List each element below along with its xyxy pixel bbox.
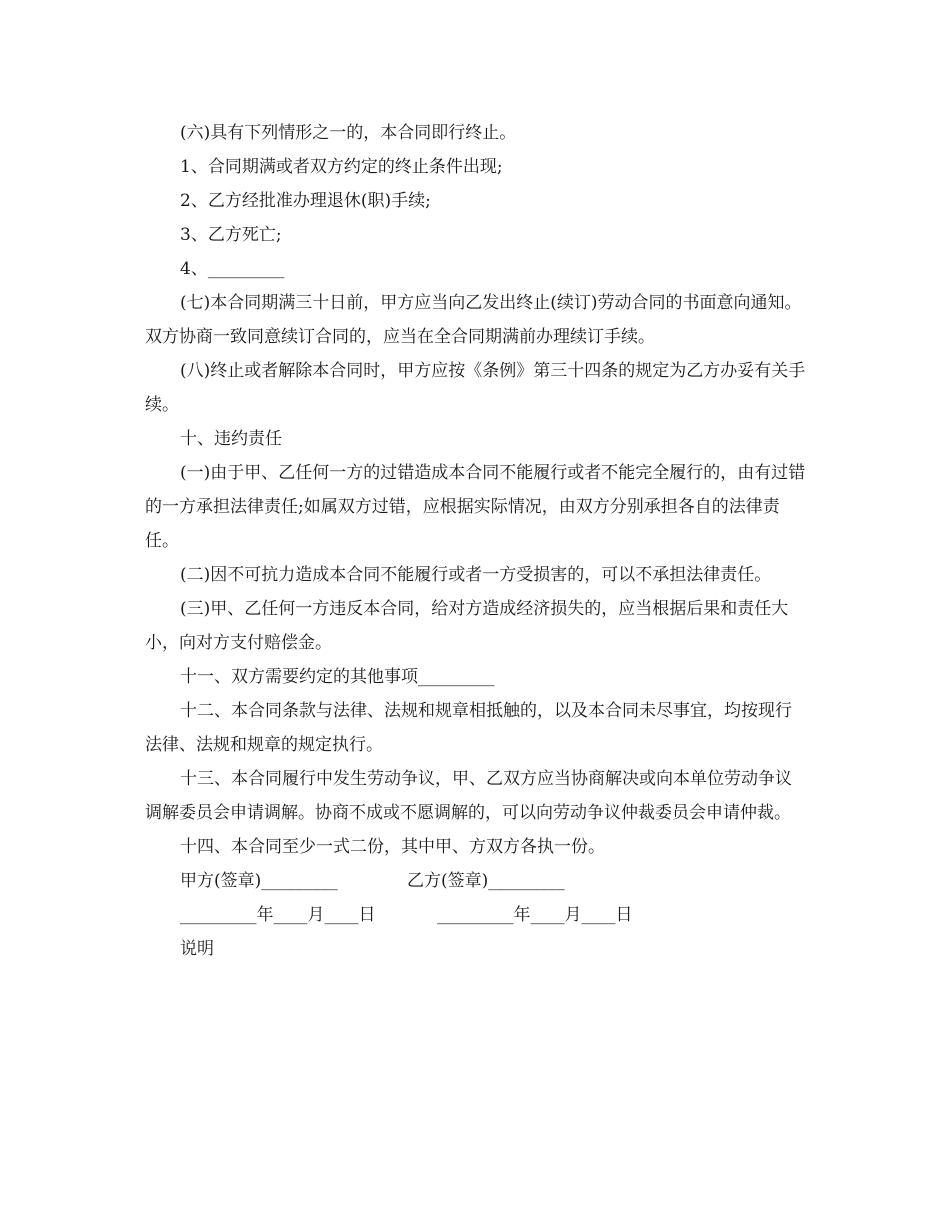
section-12-legal-conflict: 十二、本合同条款与法律、法规和规章相抵触的，以及本合同未尽事宜，均按现行法律、法规和规章的规定执行。 <box>145 701 792 755</box>
closing-note-heading: 说明 <box>180 939 214 959</box>
clause-6-termination: (六)具有下列情形之一的，本合同即行终止。 <box>180 123 517 143</box>
party-a-signature: 甲方(签章)_________ <box>180 871 338 891</box>
section-10-heading: 十、违约责任 <box>180 429 282 449</box>
termination-item-4: 4、_________ <box>180 259 285 279</box>
clause-10-1-fault: (一)由于甲、乙任何一方的过错造成本合同不能履行或者不能完全履行的，由有过错的一方承担法律责任;如属双方过错，应根据实际情况，由双方分别承担各自的法律责任。 <box>145 463 806 551</box>
termination-item-1: 1、合同期满或者双方约定的终止条件出现; <box>180 157 503 177</box>
party-b-date: _________年____月____日 <box>437 905 633 925</box>
party-b-signature: 乙方(签章)_________ <box>407 871 565 891</box>
termination-item-3: 3、乙方死亡; <box>180 225 282 245</box>
clause-10-2-force-majeure: (二)因不可抗力造成本合同不能履行或者一方受损害的，可以不承担法律责任。 <box>180 565 772 585</box>
date-row <box>145 898 807 932</box>
party-a-date: _________年____月____日 <box>180 905 376 925</box>
section-11-other-matters: 十一、双方需要约定的其他事项_________ <box>180 667 495 687</box>
section-14-copies: 十四、本合同至少一式二份，其中甲、方双方各执一份。 <box>180 837 605 857</box>
section-13-dispute: 十三、本合同履行中发生劳动争议，甲、乙双方应当协商解决或向本单位劳动争议调解委员会申请调解。协商不成或不愿调解的，可以向劳动争议仲裁委员会申请仲裁。 <box>145 769 792 823</box>
termination-item-2: 2、乙方经批准办理退休(职)手续; <box>180 191 431 211</box>
clause-8-procedures: (八)终止或者解除本合同时，甲方应按《条例》第三十四条的规定为乙方办妥有关手续。 <box>145 361 806 415</box>
clause-7-renewal-notice: (七)本合同期满三十日前，甲方应当向乙发出终止(续订)劳动合同的书面意向通知。双方协商一致同意续订合同的，应当在全合同期满前办理续订手续。 <box>145 293 802 347</box>
document-body <box>145 116 807 966</box>
signature-row <box>145 864 807 898</box>
clause-10-3-compensation: (三)甲、乙任何一方违反本合同，给对方造成经济损失的，应当根据后果和责任大小，向对方支付赔偿金。 <box>145 599 789 653</box>
